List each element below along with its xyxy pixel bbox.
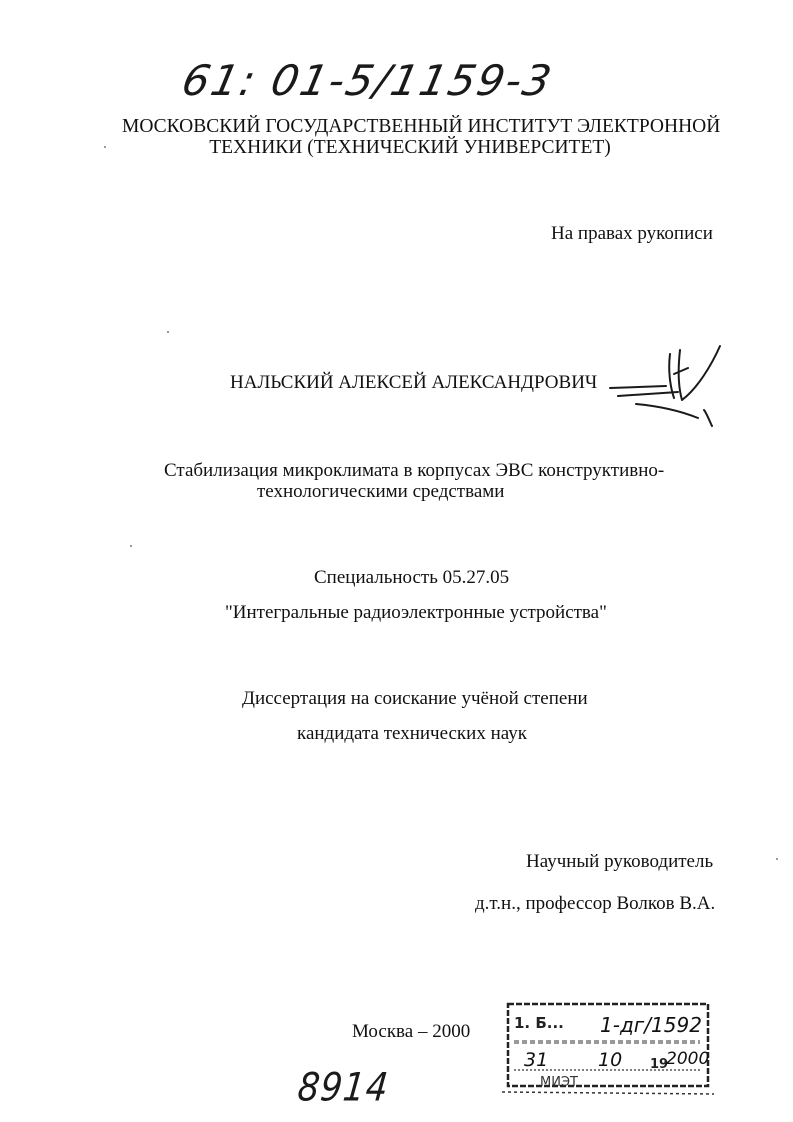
stamp-row1-value: 1-дг/1592 — [600, 1013, 702, 1037]
advisor-name: д.т.н., профессор Волков В.А. — [475, 893, 716, 914]
stamp-institution: МИЭТ — [540, 1075, 578, 1090]
thesis-title-line-1: Стабилизация микроклимата в корпусах ЭВС конструктивно- — [164, 460, 665, 481]
institute-name-line-1: МОСКОВСКИЙ ГОСУДАРСТВЕННЫЙ ИНСТИТУТ ЭЛЕКТРОННОЙ — [122, 116, 721, 137]
library-stamp — [500, 1000, 714, 1100]
specialty-name: "Интегральные радиоэлектронные устройства" — [225, 602, 607, 623]
advisor-label: Научный руководитель — [526, 851, 714, 872]
author-name: НАЛЬСКИЙ АЛЕКСЕЙ АЛЕКСАНДРОВИЧ — [230, 372, 598, 393]
place-and-year: Москва – 2000 — [352, 1021, 471, 1042]
stamp-day: 31 — [524, 1049, 549, 1071]
thesis-title-line-2: технологическими средствами — [257, 481, 505, 502]
handwritten-catalog-number: 61: 01-5/1159-3 — [177, 56, 558, 105]
author-signature — [608, 340, 728, 430]
stamp-row1-prefix: 1. Б... — [514, 1014, 564, 1032]
scan-speck — [167, 331, 169, 333]
institute-name-line-2: ТЕХНИКИ (ТЕХНИЧЕСКИЙ УНИВЕРСИТЕТ) — [209, 137, 611, 158]
handwritten-inventory-number: 8914 — [295, 1065, 391, 1111]
stamp-month: 10 — [598, 1049, 623, 1071]
manuscript-rights-note: На правах рукописи — [551, 223, 713, 244]
stamp-year-prefix: 19 — [650, 1057, 669, 1072]
stamp-year: 2000 — [666, 1049, 710, 1069]
dissertation-degree-line-2: кандидата технических наук — [297, 723, 527, 744]
scan-speck — [130, 545, 132, 547]
scan-speck — [104, 146, 106, 148]
scan-speck — [776, 858, 778, 860]
dissertation-degree-line-1: Диссертация на соискание учёной степени — [242, 688, 588, 709]
specialty-code: Специальность 05.27.05 — [314, 567, 510, 588]
